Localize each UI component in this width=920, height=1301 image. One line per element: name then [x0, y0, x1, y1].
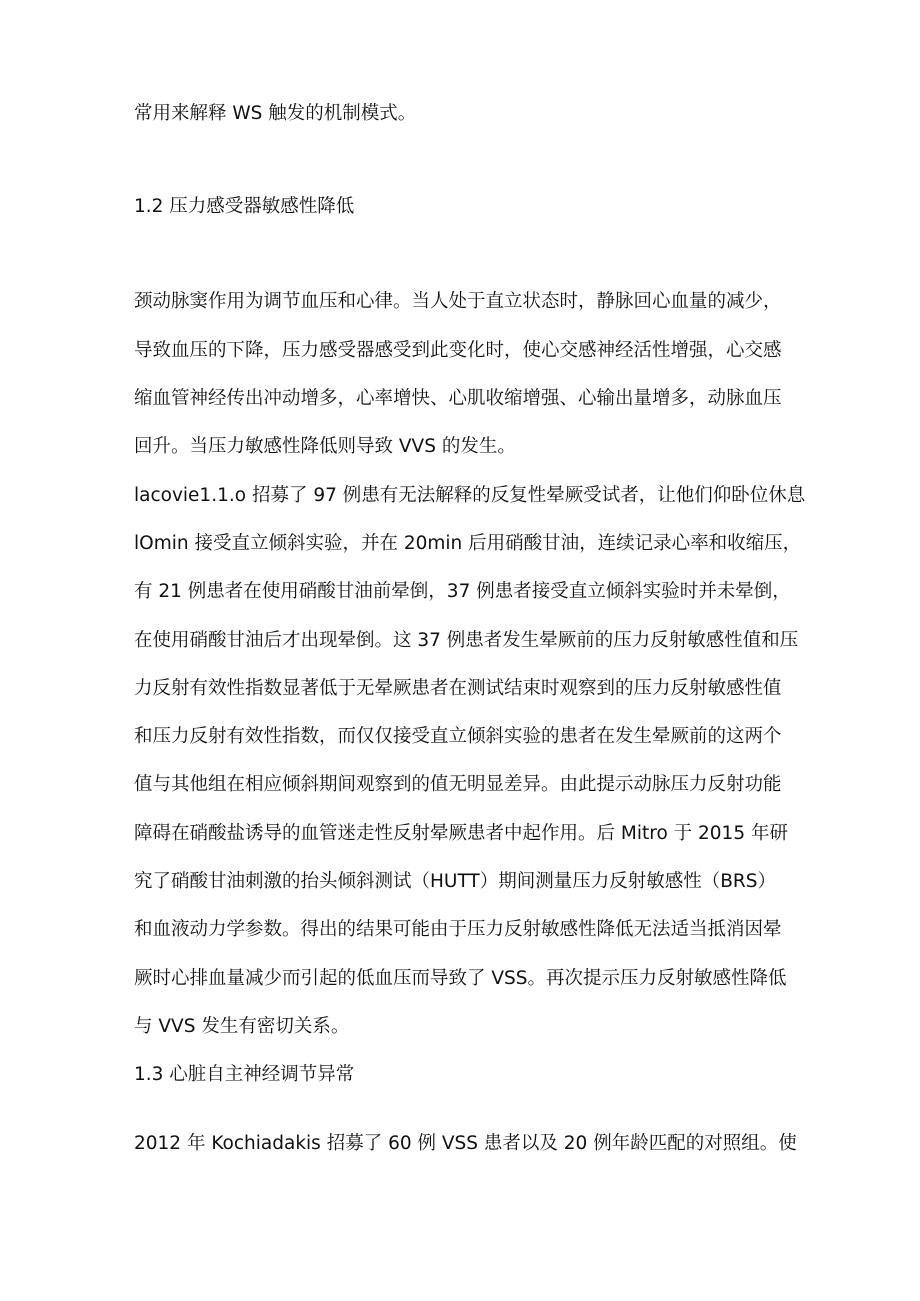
paragraph-line: 导致血压的下降，压力感受器感受到此变化时，使心交感神经活性增强，心交感 — [134, 340, 782, 361]
paragraph-line: 有 21 例患者在使用硝酸甘油前晕倒，37 例患者接受直立倾斜实验时并未晕倒， — [134, 581, 791, 602]
paragraph-line: 力反射有效性指数显著低于无晕厥患者在测试结束时观察到的压力反射敏感性值 — [134, 678, 782, 699]
paragraph-line: 缩血管神经传出冲动增多，心率增快、心肌收缩增强、心输出量增多，动脉血压 — [134, 388, 782, 409]
paragraph-line: 障碍在硝酸盐诱导的血管迷走性反射晕厥患者中起作用。后 Mitro 于 2015 年研 — [134, 823, 788, 844]
section-heading: 1.3 心脏自主神经调节异常 — [134, 1064, 355, 1085]
paragraph-line: 在使用硝酸甘油后才出现晕倒。这 37 例患者发生晕厥前的压力反射敏感性值和压 — [134, 630, 799, 651]
paragraph-line: 厥时心排血量减少而引起的低血压而导致了 VSS。再次提示压力反射敏感性降低 — [134, 968, 787, 989]
paragraph-line: 值与其他组在相应倾斜期间观察到的值无明显差异。由此提示动脉压力反射功能 — [134, 774, 782, 795]
paragraph-line: 回升。当压力敏感性降低则导致 VVS 的发生。 — [134, 436, 516, 457]
paragraph-line: lacovie1.1.o 招募了 97 例患有无法解释的反复性晕厥受试者，让他们仰卧位休息 — [134, 485, 806, 506]
paragraph-line: 颈动脉窦作用为调节血压和心律。当人处于直立状态时，静脉回心血量的减少， — [134, 291, 782, 312]
section-heading: 1.2 压力感受器敏感性降低 — [134, 196, 355, 217]
paragraph-line: 与 VVS 发生有密切关系。 — [134, 1016, 350, 1037]
paragraph-line: 2012 年 Kochiadakis 招募了 60 例 VSS 患者以及 20 例年龄匹配的对照组。使 — [134, 1133, 797, 1154]
paragraph-line: 常用来解释 WS 触发的机制模式。 — [134, 103, 417, 124]
paragraph-line: 和血液动力学参数。得出的结果可能由于压力反射敏感性降低无法适当抵消因晕 — [134, 919, 782, 940]
paragraph-line: 究了硝酸甘油刺激的抬头倾斜测试（HUTT）期间测量压力反射敏感性（BRS） — [134, 871, 777, 892]
paragraph-line: 和压力反射有效性指数，而仅仅接受直立倾斜实验的患者在发生晕厥前的这两个 — [134, 726, 782, 747]
paragraph-line: lOmin 接受直立倾斜实验，并在 20min 后用硝酸甘油，连续记录心率和收缩压， — [134, 533, 802, 554]
